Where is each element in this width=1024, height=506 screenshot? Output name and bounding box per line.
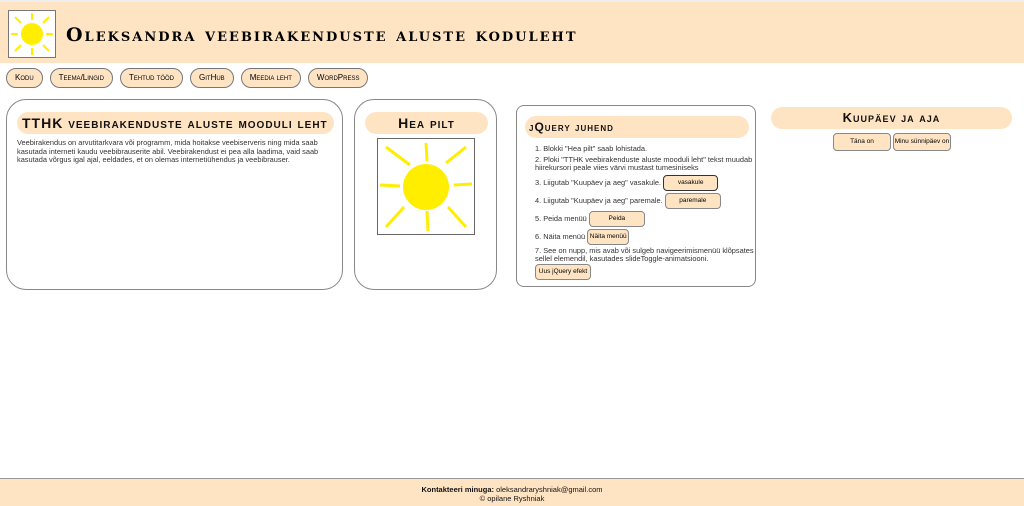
- list-item: 5. Peida menüü Peida: [535, 211, 757, 227]
- copyright: © opilane Ryshniak: [479, 494, 545, 503]
- intro-panel: [6, 99, 343, 290]
- nav-tehtud-tood[interactable]: Tehtud tööd: [120, 68, 183, 88]
- picture-panel[interactable]: [354, 99, 497, 290]
- nav-kodu[interactable]: Kodu: [6, 68, 43, 88]
- show-menu-button[interactable]: Näita menüü: [587, 229, 629, 245]
- sun-image: [377, 138, 475, 235]
- jquery-title: jQuery juhend: [525, 116, 749, 138]
- site-title: Oleksandra veebirakenduste aluste koduleht: [66, 24, 578, 46]
- nav-meedia-leht[interactable]: Meedia leht: [241, 68, 301, 88]
- nav-wordpress[interactable]: WordPress: [308, 68, 369, 88]
- nav-github[interactable]: GitHub: [190, 68, 234, 88]
- list-item: 3. Liigutab "Kuupäev ja aeg" vasakule. vasakule: [535, 175, 757, 191]
- contact-label: Kontakteeri minuga:: [421, 485, 494, 494]
- move-right-button[interactable]: paremale: [665, 193, 721, 209]
- footer: [0, 478, 1024, 506]
- intro-title: TTHK veebirakenduste aluste mooduli leht: [17, 112, 334, 134]
- contact-email: oleksandraryshniak@gmail.com: [496, 485, 603, 494]
- date-title: Kuupäev ja aja: [771, 107, 1012, 129]
- list-item: 4. Liigutab "Kuupäev ja aeg" paremale. paremale: [535, 193, 757, 209]
- hide-menu-button[interactable]: Peida: [589, 211, 645, 227]
- list-item: 2. Ploki "TTHK veebirakenduste aluste mooduli leht" tekst muudab hiirekursori peale viies värvi mustast tumesiniseks: [535, 154, 753, 173]
- picture-title: Hea pilt: [365, 112, 488, 134]
- list-item: 1. Blokki "Hea pilt" saab lohistada.: [535, 144, 648, 153]
- list-item: 7. See on nupp, mis avab või sulgeb navigeerimismenüü klõpsates sellel elemendil, kasutades slideToggle-animatsiooni. Uus jQuery efekt: [535, 247, 757, 280]
- intro-text: Veebirakendus on arvutitarkvara või programm, mida hoitakse veebiserveris ning mida saab kasutada interneti kaudu veebibrauserite abil. Veebirakendust ei pea alla laadima, vaid saab kasutada võrgus igal ajal, eeldades, et on olemas internetiühendus ja veebibrauser.: [17, 138, 319, 165]
- today-button[interactable]: Täna on: [833, 133, 891, 151]
- nav-teema-lingid[interactable]: Teema/Lingid: [50, 68, 113, 88]
- move-left-button[interactable]: vasakule: [663, 175, 718, 191]
- jquery-instructions: [535, 145, 757, 282]
- sun-icon: [8, 10, 56, 58]
- birthday-button[interactable]: Minu sünnipäev on: [893, 133, 951, 151]
- slide-toggle-button[interactable]: Uus jQuery efekt: [535, 264, 591, 280]
- list-item: 6. Näita menüü Näita menüü: [535, 229, 757, 245]
- jquery-panel: [516, 105, 756, 287]
- header: [0, 0, 1024, 63]
- main-nav: [6, 68, 368, 88]
